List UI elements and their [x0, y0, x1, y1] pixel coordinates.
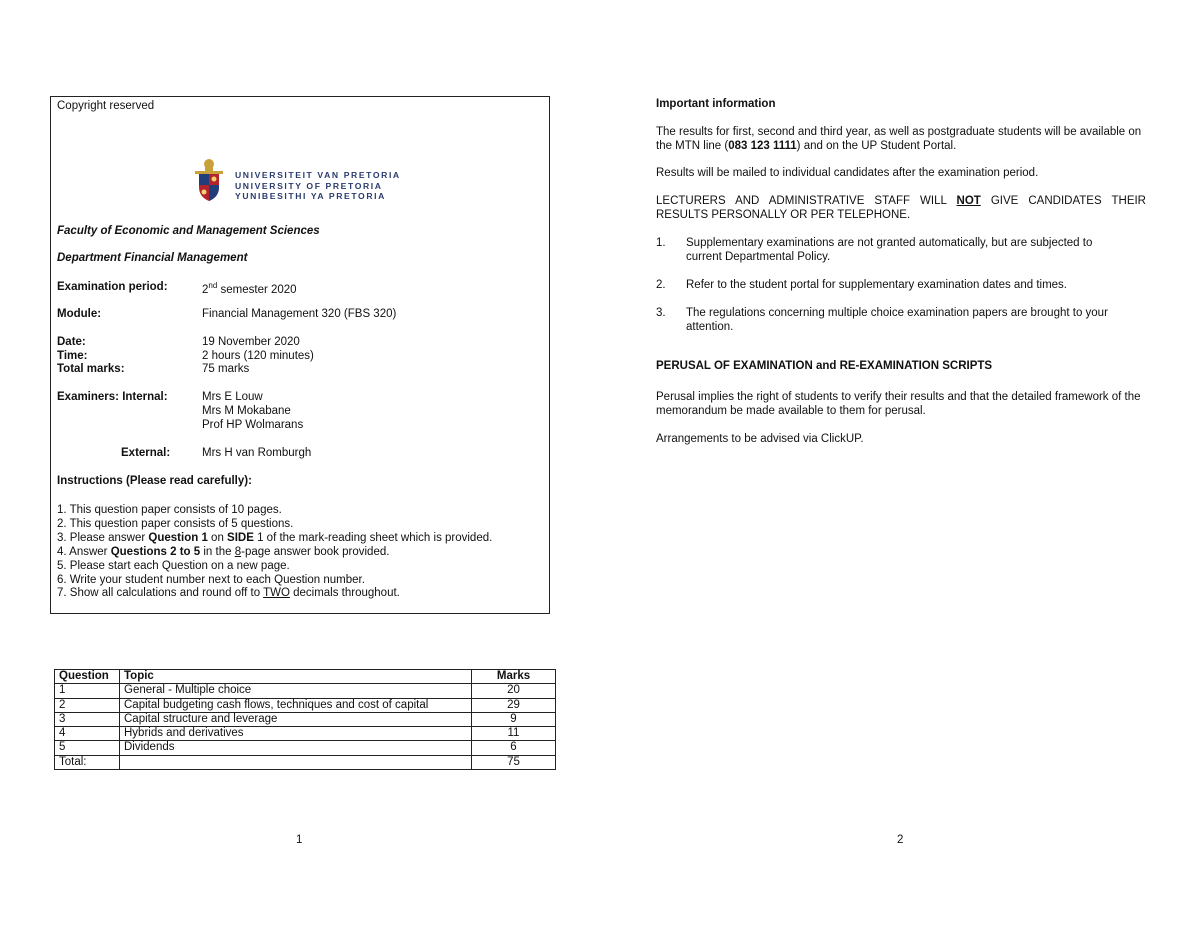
- internal-examiner-3: Prof HP Wolmarans: [202, 419, 304, 431]
- instruction-2: 2. This question paper consists of 5 questions.: [57, 518, 294, 530]
- page-number-right: 2: [897, 834, 904, 846]
- instruction-7: 7. Show all calculations and round off to TWO decimals throughout.: [57, 587, 400, 599]
- logo-line-sepedi: YUNIBESITHI YA PRETORIA: [235, 191, 386, 201]
- date-value: 19 November 2020: [202, 336, 300, 348]
- copyright-notice: Copyright reserved: [57, 100, 155, 112]
- question-topic: Hybrids and derivatives: [120, 727, 472, 741]
- lecturers-notice: LECTURERS AND ADMINISTRATIVE STAFF WILL NOT GIVE CANDIDATES THEIR RESULTS PERSONALLY OR PER TELEPHONE.: [656, 195, 1146, 221]
- internal-examiner-1: Mrs E Louw: [202, 391, 263, 403]
- logo-line-afrikaans: UNIVERSITEIT VAN PRETORIA: [235, 170, 401, 180]
- university-crest-icon: [193, 157, 225, 203]
- question-marks: 9: [472, 712, 556, 726]
- page-right: [600, 0, 1200, 927]
- cover-box: [50, 96, 550, 614]
- header-marks: Marks: [472, 670, 556, 684]
- total-empty-cell: [120, 755, 472, 769]
- table-row: [55, 712, 556, 726]
- list-item-text: Refer to the student portal for supplementary examination dates and times.: [686, 279, 1067, 291]
- arrangements-paragraph: Arrangements to be advised via ClickUP.: [656, 433, 864, 445]
- internal-examiner-2: Mrs M Mokabane: [202, 405, 291, 417]
- university-name-lines: [235, 170, 401, 202]
- important-info-heading: Important information: [656, 98, 776, 110]
- total-label: Total:: [55, 755, 120, 769]
- question-marks: 29: [472, 698, 556, 712]
- university-logo: [193, 157, 401, 203]
- list-item-text: Supplementary examinations are not granted automatically, but are subjected to current Departmental Policy.: [686, 237, 1093, 263]
- perusal-heading: PERUSAL OF EXAMINATION and RE-EXAMINATION SCRIPTS: [656, 360, 993, 372]
- list-item-number: 3.: [656, 307, 666, 319]
- perusal-paragraph: Perusal implies the right of students to verify their results and that the detailed framework of the memorandum be made available to them for perusal.: [656, 391, 1141, 417]
- external-examiner: Mrs H van Romburgh: [202, 447, 312, 459]
- table-header-row: [55, 670, 556, 684]
- external-examiner-label: External:: [121, 447, 171, 459]
- module-label: Module:: [57, 308, 102, 320]
- table-row: [55, 741, 556, 755]
- date-label: Date:: [57, 336, 86, 348]
- question-number: 4: [55, 727, 120, 741]
- instruction-1: 1. This question paper consists of 10 pages.: [57, 504, 282, 516]
- question-marks: 20: [472, 684, 556, 698]
- header-topic: Topic: [120, 670, 472, 684]
- instruction-5: 5. Please start each Question on a new page.: [57, 560, 290, 572]
- mailed-paragraph: Results will be mailed to individual candidates after the examination period.: [656, 167, 1039, 179]
- logo-line-english: UNIVERSITY OF PRETORIA: [235, 180, 383, 191]
- question-number: 5: [55, 741, 120, 755]
- header-question: Question: [55, 670, 120, 684]
- marks-table: [54, 669, 556, 770]
- question-topic: Capital budgeting cash flows, techniques and cost of capital: [120, 698, 472, 712]
- total-marks-value: 75 marks: [202, 363, 250, 375]
- results-paragraph: The results for first, second and third year, as well as postgraduate students will be available on the MTN line (083 123 1111) and on the UP Student Portal.: [656, 126, 1142, 152]
- question-marks: 11: [472, 727, 556, 741]
- instruction-6: 6. Write your student number next to each Question number.: [57, 574, 365, 586]
- list-item-text: The regulations concerning multiple choice examination papers are brought to your attention.: [686, 307, 1108, 333]
- question-topic: Dividends: [120, 741, 472, 755]
- question-topic: General - Multiple choice: [120, 684, 472, 698]
- question-number: 2: [55, 698, 120, 712]
- time-label: Time:: [57, 350, 88, 362]
- total-value: 75: [472, 755, 556, 769]
- page-number-left: 1: [296, 834, 303, 846]
- instructions-heading: Instructions (Please read carefully):: [57, 475, 252, 487]
- exam-period-label: Examination period:: [57, 281, 168, 293]
- exam-period-value: 2nd semester 2020: [202, 281, 297, 296]
- table-row: [55, 698, 556, 712]
- instruction-3: 3. Please answer Question 1 on SIDE 1 of the mark-reading sheet which is provided.: [57, 532, 493, 544]
- question-topic: Capital structure and leverage: [120, 712, 472, 726]
- examiners-internal-label: Examiners: Internal:: [57, 391, 168, 403]
- module-value: Financial Management 320 (FBS 320): [202, 308, 397, 320]
- list-item-number: 1.: [656, 237, 666, 249]
- question-number: 3: [55, 712, 120, 726]
- time-value: 2 hours (120 minutes): [202, 350, 314, 362]
- table-row: [55, 684, 556, 698]
- total-marks-label: Total marks:: [57, 363, 125, 375]
- table-row: [55, 727, 556, 741]
- faculty-name: Faculty of Economic and Management Sciences: [57, 225, 320, 237]
- list-item-number: 2.: [656, 279, 666, 291]
- department-name: Department Financial Management: [57, 252, 248, 264]
- instruction-4: 4. Answer Questions 2 to 5 in the 8-page answer book provided.: [57, 546, 390, 558]
- question-marks: 6: [472, 741, 556, 755]
- question-number: 1: [55, 684, 120, 698]
- table-total-row: [55, 755, 556, 769]
